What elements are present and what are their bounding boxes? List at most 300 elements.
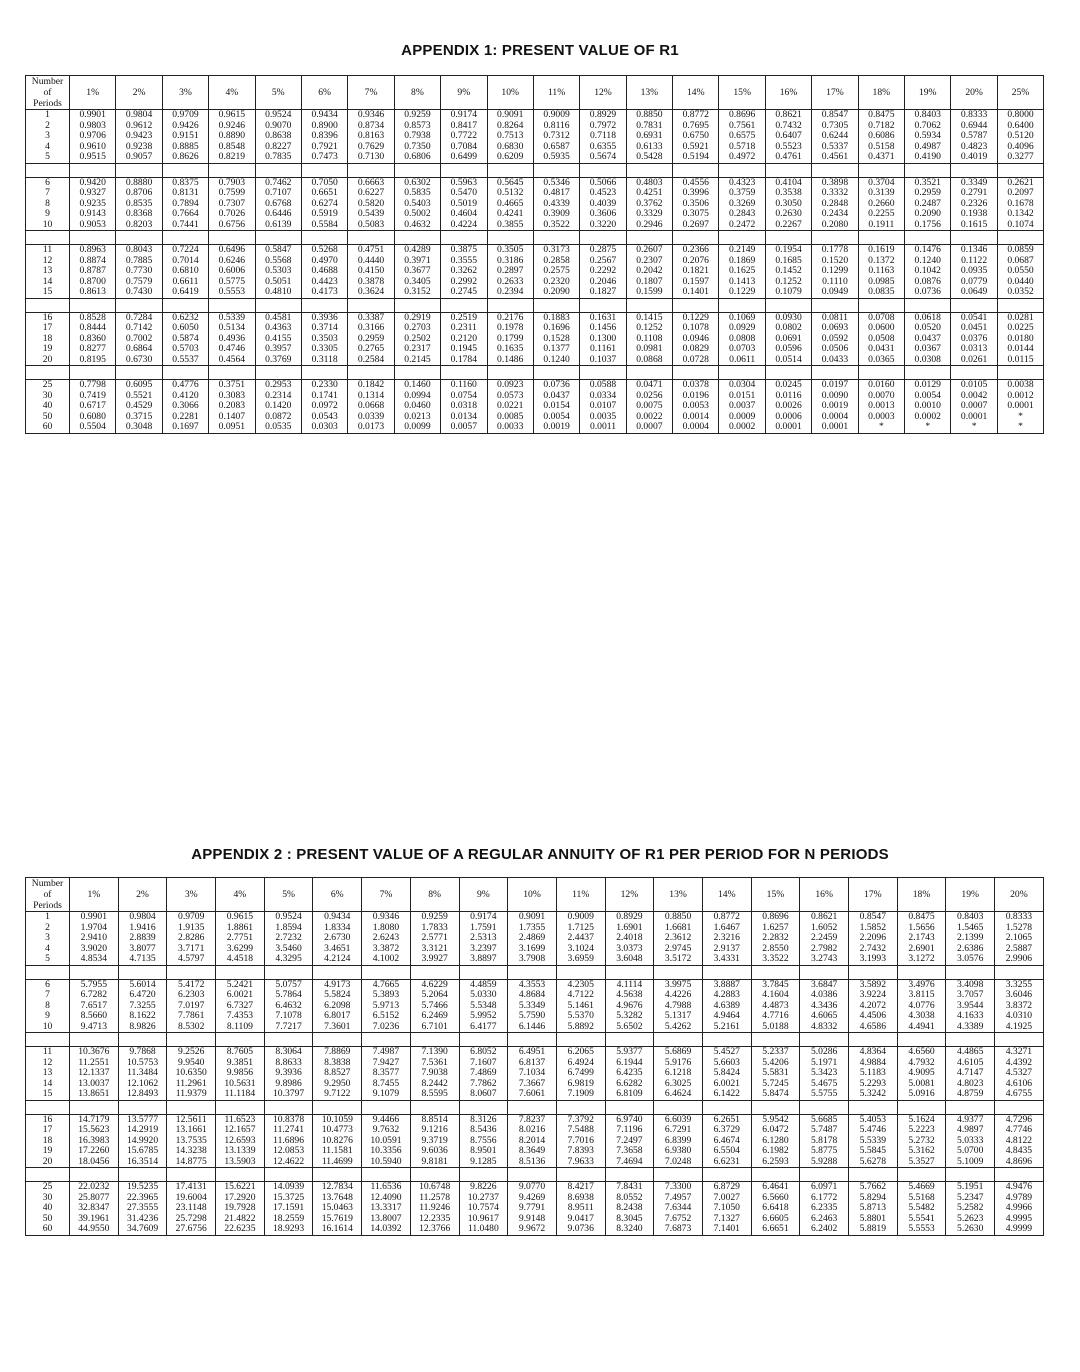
value-cell: 0.0376 [951,334,997,345]
value-cell: 0.3332 [812,188,858,199]
spacer-cell [508,1033,557,1047]
period-cell: 25 [26,380,70,391]
value-cell: 4.9995 [995,1214,1044,1225]
value-cell: 0.4323 [719,177,765,188]
value-cell: 7.8393 [556,1146,605,1157]
value-cell: 0.8227 [255,142,301,153]
spacer-cell [216,1033,265,1047]
value-cell: 12.1657 [216,1125,265,1136]
period-cell: 1 [26,912,70,923]
table-row [26,1079,1044,1090]
value-cell: 4.6105 [946,1058,995,1069]
value-cell: 9.7632 [362,1125,411,1136]
value-cell: 0.6209 [487,152,533,163]
value-cell: 0.8963 [70,245,116,256]
value-cell: 12.3766 [410,1224,459,1235]
value-cell: 0.2745 [441,287,487,298]
value-cell: 0.7903 [209,177,255,188]
value-cell: 15.5623 [70,1125,119,1136]
spacer-cell [264,1100,313,1114]
table-row [26,277,1044,288]
spacer-cell [118,1033,167,1047]
value-cell: 0.7894 [162,199,208,210]
value-cell: 0.0951 [209,422,255,433]
value-cell: 0.0308 [905,355,951,366]
value-cell: 7.7862 [459,1079,508,1090]
table-row [26,220,1044,231]
value-cell: 5.4527 [702,1047,751,1058]
value-cell: 6.8729 [702,1182,751,1193]
table-row [26,1146,1044,1157]
value-cell: 10.4773 [313,1125,362,1136]
value-cell: 0.5339 [209,312,255,323]
value-cell: 3.8115 [897,990,946,1001]
value-cell: 6.8052 [459,1047,508,1058]
spacer-cell [897,1168,946,1182]
value-cell: 0.0085 [487,412,533,423]
value-cell: 3.2397 [459,944,508,955]
value-cell: 6.6605 [751,1214,800,1225]
value-cell: 7.3658 [605,1146,654,1157]
spacer-cell [556,1033,605,1047]
value-cell: 3.1699 [508,944,557,955]
value-cell: 2.4869 [508,933,557,944]
value-cell: 5.3893 [362,990,411,1001]
value-cell: 5.1009 [946,1157,995,1168]
value-cell: 9.8986 [264,1079,313,1090]
value-cell: 31.4236 [118,1214,167,1225]
value-cell: 8.1622 [118,1011,167,1022]
table-row [26,954,1044,965]
value-cell: 2.9906 [995,954,1044,965]
value-cell: 0.8368 [116,209,162,220]
value-cell: 0.7432 [765,121,811,132]
value-cell: 3.8887 [702,979,751,990]
value-cell: 4.4392 [995,1058,1044,1069]
value-cell: 7.1050 [702,1203,751,1214]
spacer-cell [26,366,70,380]
value-cell: 0.2567 [580,256,626,267]
value-cell: 5.9952 [459,1011,508,1022]
value-cell: 0.0508 [858,334,904,345]
value-cell: 0.1697 [162,422,208,433]
value-cell: 0.8333 [995,912,1044,923]
period-cell: 18 [26,334,70,345]
value-cell: 0.7026 [209,209,255,220]
spacer-cell [216,1168,265,1182]
period-cell: 12 [26,1058,70,1069]
spacer-cell [116,298,162,312]
value-cell: 0.5134 [209,323,255,334]
period-cell: 6 [26,177,70,188]
value-cell: 0.8195 [70,355,116,366]
value-cell: 0.8417 [441,121,487,132]
value-cell: 6.0971 [800,1182,849,1193]
value-cell: 0.1678 [997,199,1043,210]
value-cell: 0.7014 [162,256,208,267]
table-row [26,188,1044,199]
value-cell: 9.4466 [362,1114,411,1125]
value-cell: 0.7695 [673,121,719,132]
value-cell: 1.6052 [800,923,849,934]
value-cell: 0.0007 [626,422,672,433]
value-cell: 0.9143 [70,209,116,220]
value-cell: 4.4859 [459,979,508,990]
period-cell: 8 [26,1001,70,1012]
value-cell: 6.4235 [605,1068,654,1079]
group-spacer-row [26,231,1044,245]
spacer-cell [348,163,394,177]
value-cell: 0.0042 [951,391,997,402]
spacer-cell [605,1033,654,1047]
value-cell: 7.8237 [508,1114,557,1125]
value-cell: 5.7955 [70,979,119,990]
rate-column-header: 17% [812,76,858,110]
value-cell: 4.6755 [995,1089,1044,1100]
value-cell: 12.6593 [216,1136,265,1147]
spacer-cell [533,231,579,245]
value-cell: 5.1624 [897,1114,946,1125]
value-cell: 0.0588 [580,380,626,391]
value-cell: 9.2526 [167,1047,216,1058]
value-cell: 0.7050 [301,177,347,188]
value-cell: 1.6467 [702,923,751,934]
value-cell: 0.6246 [209,256,255,267]
value-cell: 12.8493 [118,1089,167,1100]
spacer-cell [951,366,997,380]
value-cell: 0.3173 [533,245,579,256]
value-cell: 2.3216 [702,933,751,944]
period-cell: 15 [26,287,70,298]
value-cell: 0.9053 [70,220,116,231]
value-cell: 1.7833 [410,923,459,934]
value-cell: 0.5921 [673,142,719,153]
value-cell: 5.8713 [849,1203,898,1214]
value-cell: 0.4803 [626,177,672,188]
spacer-cell [301,163,347,177]
value-cell: 0.0099 [394,422,440,433]
rate-column-header: 11% [556,878,605,912]
value-cell: 0.0618 [905,312,951,323]
value-cell: 0.1160 [441,380,487,391]
value-cell: 3.9224 [849,990,898,1001]
value-cell: 0.4190 [905,152,951,163]
value-cell: 6.7282 [70,990,119,1001]
spacer-cell [765,231,811,245]
period-cell: 30 [26,391,70,402]
value-cell: 0.1229 [673,312,719,323]
value-cell: 6.6039 [654,1114,703,1125]
value-cell: 0.0010 [905,401,951,412]
value-cell: 7.7861 [167,1011,216,1022]
period-cell: 50 [26,1214,70,1225]
value-cell: 0.8444 [70,323,116,334]
header-label-line: Number [31,878,64,889]
value-cell: 7.8431 [605,1182,654,1193]
value-cell: 0.9259 [410,912,459,923]
value-cell: 2.6730 [313,933,362,944]
spacer-cell [951,298,997,312]
value-cell: 8.5660 [70,1011,119,1022]
value-cell: 9.9672 [508,1224,557,1235]
spacer-cell [162,366,208,380]
value-cell: 3.1272 [897,954,946,965]
spacer-cell [118,1100,167,1114]
value-cell: 10.5631 [216,1079,265,1090]
value-cell: 0.0367 [905,344,951,355]
value-cell: 0.2292 [580,266,626,277]
spacer-cell [702,965,751,979]
value-cell: 8.3838 [313,1058,362,1069]
value-cell: 10.3797 [264,1089,313,1100]
value-cell: 0.2791 [951,188,997,199]
value-cell: 0.9515 [70,152,116,163]
value-cell: 6.3025 [654,1079,703,1090]
value-cell: 0.5703 [162,344,208,355]
value-cell: 1.7591 [459,923,508,934]
value-cell: 0.7921 [301,142,347,153]
value-cell: 0.0037 [719,401,765,412]
value-cell: 0.0687 [997,256,1043,267]
spacer-cell [118,1168,167,1182]
value-cell: 3.9544 [946,1001,995,1012]
value-cell: 0.5523 [765,142,811,153]
value-cell: 0.1615 [951,220,997,231]
period-cell: 7 [26,990,70,1001]
spacer-cell [897,965,946,979]
value-cell: 7.4987 [362,1047,411,1058]
value-cell: 2.6243 [362,933,411,944]
value-cell: 0.3936 [301,312,347,323]
value-cell: 0.1883 [533,312,579,323]
value-cell: 0.9901 [70,912,119,923]
table-body [26,912,1044,1236]
value-cell: 0.4289 [394,245,440,256]
table-row [26,422,1044,433]
value-cell: 0.1314 [348,391,394,402]
value-cell: 0.0002 [905,412,951,423]
value-cell: 0.1696 [533,323,579,334]
value-cell: 10.7574 [459,1203,508,1214]
value-cell: 0.0754 [441,391,487,402]
value-cell: 0.9346 [362,912,411,923]
value-cell: 0.2953 [255,380,301,391]
value-cell: 0.3624 [348,287,394,298]
value-cell: 0.8043 [116,245,162,256]
table-row [26,131,1044,142]
value-cell: 0.3048 [116,422,162,433]
value-cell: 0.9420 [70,177,116,188]
spacer-cell [26,1033,70,1047]
spacer-cell [216,1100,265,1114]
rate-column-header: 13% [626,76,672,110]
value-cell: * [951,422,997,433]
value-cell: 0.0196 [673,391,719,402]
value-cell: 0.7312 [533,131,579,142]
value-cell: 0.7441 [162,220,208,231]
spacer-cell [800,1168,849,1182]
table-row [26,199,1044,210]
value-cell: 0.2317 [394,344,440,355]
value-cell: 1.9416 [118,923,167,934]
value-cell: 0.0514 [765,355,811,366]
value-cell: 0.4096 [997,142,1043,153]
value-cell: 9.7868 [118,1047,167,1058]
value-cell: 0.7722 [441,131,487,142]
rate-column-header: 4% [209,76,255,110]
value-cell: 11.1581 [313,1146,362,1157]
value-cell: 0.8219 [209,152,255,163]
period-cell: 15 [26,1089,70,1100]
value-cell: * [905,422,951,433]
value-cell: 0.4173 [301,287,347,298]
period-cell: 9 [26,1011,70,1022]
group-spacer-row [26,298,1044,312]
value-cell: 0.5428 [626,152,672,163]
value-cell: 7.7217 [264,1022,313,1033]
value-cell: 0.8696 [751,912,800,923]
table-body [26,110,1044,434]
value-cell: 0.5674 [580,152,626,163]
value-cell: 7.6344 [654,1203,703,1214]
spacer-cell [362,1168,411,1182]
value-cell: 0.3677 [394,266,440,277]
value-cell: 9.3851 [216,1058,265,1069]
value-cell: 5.3349 [508,1001,557,1012]
value-cell: 0.9174 [441,110,487,121]
value-cell: 3.3255 [995,979,1044,990]
value-cell: 7.2497 [605,1136,654,1147]
rate-column-header: 19% [946,878,995,912]
value-cell: 11.0480 [459,1224,508,1235]
value-cell: 14.7179 [70,1114,119,1125]
period-cell: 5 [26,152,70,163]
value-cell: 0.8396 [301,131,347,142]
value-cell: 5.7864 [264,990,313,1001]
value-cell: 4.9884 [849,1058,898,1069]
value-cell: 0.5439 [348,209,394,220]
value-cell: 0.4363 [255,323,301,334]
rate-column-header: 7% [348,76,394,110]
value-cell: 0.8203 [116,220,162,231]
value-cell: 0.8163 [348,131,394,142]
value-cell: 8.5436 [459,1125,508,1136]
value-cell: 5.6278 [849,1157,898,1168]
value-cell: 0.4761 [765,152,811,163]
value-cell: 0.1456 [580,323,626,334]
value-cell: 5.2064 [410,990,459,1001]
spacer-cell [209,231,255,245]
period-cell: 50 [26,412,70,423]
value-cell: 13.8007 [362,1214,411,1225]
value-cell: 0.3152 [394,287,440,298]
period-cell: 8 [26,199,70,210]
value-cell: 7.3601 [313,1022,362,1033]
value-cell: 4.8534 [70,954,119,965]
value-cell: 0.0994 [394,391,440,402]
value-cell: 7.6517 [70,1001,119,1012]
value-cell: 0.7118 [580,131,626,142]
period-cell: 2 [26,121,70,132]
value-cell: 5.8775 [800,1146,849,1157]
value-cell: 0.0378 [673,380,719,391]
value-cell: 5.2347 [946,1193,995,1204]
value-cell: 5.7487 [800,1125,849,1136]
value-cell: 3.8077 [118,944,167,955]
spacer-cell [719,231,765,245]
value-cell: 0.0923 [487,380,533,391]
header-label-line: Periods [33,98,62,109]
value-cell: 4.9966 [995,1203,1044,1214]
value-cell: 14.9920 [118,1136,167,1147]
value-cell: 0.2366 [673,245,719,256]
value-cell: 0.1486 [487,355,533,366]
spacer-cell [765,163,811,177]
value-cell: 0.3715 [116,412,162,423]
value-cell: 11.2578 [410,1193,459,1204]
value-cell: 0.0431 [858,344,904,355]
value-cell: 0.3898 [812,177,858,188]
spacer-cell [362,965,411,979]
spacer-cell [654,1100,703,1114]
value-cell: 5.0286 [800,1047,849,1058]
value-cell: 9.1079 [362,1089,411,1100]
value-cell: 0.5787 [951,131,997,142]
rate-column-header: 20% [995,878,1044,912]
value-cell: 0.2281 [162,412,208,423]
value-cell: 0.2875 [580,245,626,256]
value-cell: 0.2320 [533,277,579,288]
rate-column-header: 10% [508,878,557,912]
header-label-line: of [43,889,52,900]
value-cell: 0.9426 [162,121,208,132]
value-cell: 0.2946 [626,220,672,231]
value-cell: 0.0365 [858,355,904,366]
value-cell: 0.0054 [905,391,951,402]
spacer-cell [410,1168,459,1182]
value-cell: 17.4131 [167,1182,216,1193]
value-cell: 0.8360 [70,334,116,345]
spacer-cell [162,231,208,245]
value-cell: 6.9380 [654,1146,703,1157]
spacer-cell [70,1033,119,1047]
rate-column-header: 5% [264,878,313,912]
spacer-cell [264,965,313,979]
value-cell: 1.6257 [751,923,800,934]
value-cell: 0.1945 [441,344,487,355]
value-cell: 0.1163 [858,266,904,277]
value-cell: * [858,422,904,433]
value-cell: 0.0868 [626,355,672,366]
value-cell: 0.3118 [301,355,347,366]
period-cell: 20 [26,355,70,366]
value-cell: 3.4331 [702,954,751,965]
value-cell: 0.3996 [673,188,719,199]
rate-column-header: 19% [905,76,951,110]
value-cell: 0.7062 [905,121,951,132]
value-cell: 0.9151 [162,131,208,142]
table-row [26,979,1044,990]
value-cell: 3.5172 [654,954,703,965]
value-cell: 0.8929 [580,110,626,121]
spacer-cell [858,231,904,245]
spacer-cell [508,1168,557,1182]
spacer-cell [654,1168,703,1182]
value-cell: 10.2737 [459,1193,508,1204]
value-cell: 6.2335 [800,1203,849,1214]
value-cell: 7.1327 [702,1214,751,1225]
annuity-present-value-table [25,877,1044,1236]
